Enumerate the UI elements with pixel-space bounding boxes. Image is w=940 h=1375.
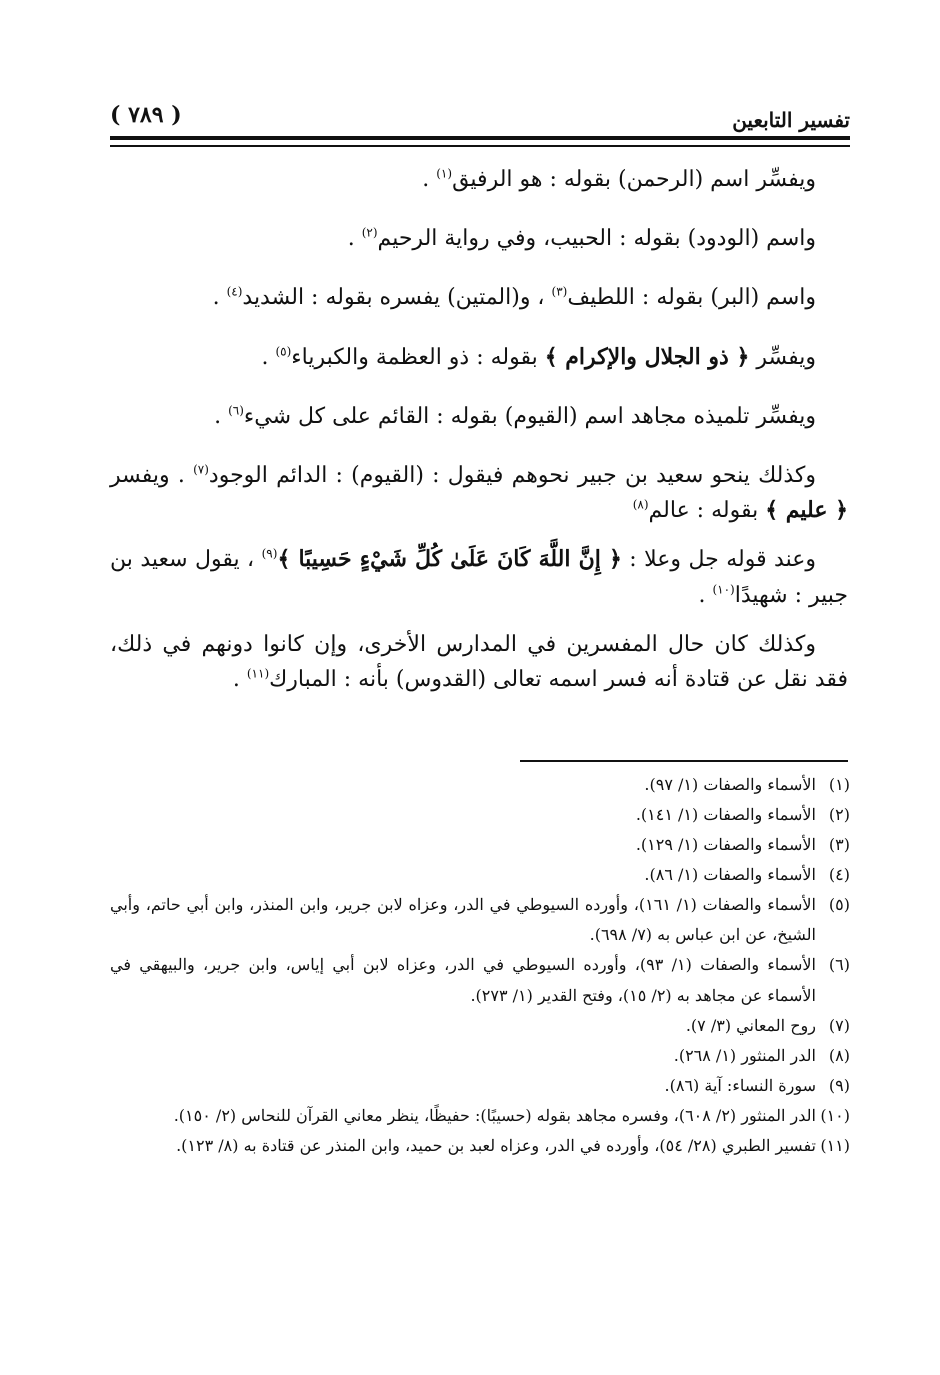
footnote-text: الدر المنثور (١/ ٢٦٨). [673,1045,816,1065]
paragraph-text: ، و(المتين) يفسره بقوله : الشديد [242,285,552,311]
footnote [110,1011,850,1041]
footnote [110,1071,850,1101]
running-title: تفسير التابعين [732,108,850,132]
paragraph-text: بقوله : عالم [648,498,766,524]
footnotes [110,770,850,1161]
paragraph-text: وكذلك كان حال المفسرين في المدارس الأخرى، وإن كانوا دونهم في ذلك، فقد نقل عن قتادة أنه فسر اسمه تعالى (القدوس) بأنه : المبارك [110,631,848,692]
paragraph-text: واسم (البر) بقوله : اللطيف [567,285,816,311]
footnote-number: (٤) [828,865,850,885]
footnote-number: (٨) [828,1045,850,1065]
footnote-separator [520,760,848,762]
paragraph-text: . [422,167,437,192]
footnote-ref: (١١) [246,666,270,681]
footnote-text: روح المعاني (٣/ ٧). [685,1015,816,1035]
paragraph [110,221,848,256]
footnote [110,800,850,830]
footnote-number: (٦) [828,955,850,975]
footnote-ref: (٢) [361,225,378,240]
footnote-text: الأسماء والصفات (١/ ٩٣)، وأورده السيوطي في الدر، وعزاه لابن أبي إياس، وابن جرير، والبيهقي في الأسماء عن مجاهد به (٢/ ١٥)، وفتح القدير (١/ ٢٧٣). [110,955,816,1005]
paragraph-text: . [232,666,247,692]
footnote-number: (٧) [828,1015,850,1035]
paragraph-text: . [214,403,229,429]
footnote [110,950,850,1010]
quran-quote: ﴿ ذو الجلال والإكرام ﴾ [544,343,750,370]
paragraph-text: . [212,285,227,311]
footnote-number: (٣) [828,835,850,855]
footnote [110,1131,850,1161]
paragraph [110,340,848,375]
paragraph [110,627,848,697]
paragraph-text: وعند قوله جل وعلا : [621,547,816,573]
header-rule-thick [110,136,850,140]
footnote-ref: (١٠) [712,582,735,597]
footnote-ref: (٣) [551,285,568,300]
footnote-number: (٢) [828,805,850,825]
footnote-ref: (٨) [632,497,649,512]
footnote [110,770,850,800]
footnote [110,860,850,890]
paragraph-text: ويفسِّر [749,344,816,370]
footnote-number: (٩) [828,1075,850,1095]
page-header [110,96,850,136]
footnote-number: (٥) [828,895,850,915]
footnote-text: الأسماء والصفات (١/ ١٤١). [635,805,816,825]
paragraph-text: . ويفسر [110,462,194,488]
footnote-ref: (١) [436,166,453,181]
paragraph-text: . [698,582,713,608]
paragraph [110,542,848,612]
footnote-ref: (٤) [226,285,243,300]
footnote [110,1101,850,1131]
footnote-ref: (٥) [275,344,292,359]
footnote-number: (١٠) [820,1105,850,1125]
paragraph-text: بقوله : ذو العظمة والكبرياء [291,344,545,370]
footnote-text: الأسماء والصفات (١/ ١٢٩). [635,835,816,855]
footnote-number: (١) [828,775,850,794]
footnote-text: الأسماء والصفات (١/ ١٦١)، وأورده السيوطي في الدر، وعزاه لابن جرير، وابن المنذر، وابن أبي حاتم، وأبي الشيخ، عن ابن عباس به (٧/ ٦٩٨). [110,895,816,945]
paragraph-text: ويفسِّر اسم (الرحمن) بقوله : هو الرفيق [452,167,816,192]
footnote-text: تفسير الطبري (٢٨/ ٥٤)، وأورده في الدر، وعزاه لعبد بن حميد، وابن المنذر عن قتادة به (٨/ ١٢٣). [176,1135,816,1155]
footnote [110,1041,850,1071]
footnote [110,890,850,950]
paragraph-text: . [261,344,276,370]
footnote-text: الدر المنثور (٢/ ٦٠٨)، وفسره مجاهد بقوله (حسيبًا): حفيظًا، ينظر معاني القرآن للنحاس (٢/ ١٥٠). [173,1105,816,1125]
footnote-number: (١١) [820,1135,850,1155]
footnote-ref: (٦) [228,403,244,418]
paragraph-text: . [347,226,362,252]
footnote-text: الأسماء والصفات (١/ ٨٦). [644,865,816,885]
footnote [110,830,850,860]
quran-quote: ﴿ عليم ﴾ [765,497,848,524]
header-rule-thin [110,145,850,147]
footnote-ref: (٧) [193,462,209,477]
paragraph-text: ويفسِّر تلميذه مجاهد اسم (القيوم) بقوله : القائم على كل شيء [243,403,816,429]
footnote-text: الأسماء والصفات (١/ ٩٧). [644,775,816,794]
paragraph [110,162,848,197]
footnote-ref: (٩) [261,546,278,561]
paragraph-text: ، يقول سعيد بن جبير : شهيدًا [110,547,848,608]
main-text [110,162,848,711]
paragraph [110,458,848,528]
paragraph [110,399,848,434]
page-number: ( ٧٨٩ ) [110,102,182,128]
paragraph-text: واسم (الودود) بقوله : الحبيب، وفي رواية الرحيم [377,226,816,252]
footnote-text: سورة النساء: آية (٨٦). [664,1075,816,1095]
paragraph-text: وكذلك ينحو سعيد بن جبير نحوهم فيقول : (القيوم) : الدائم الوجود [208,462,816,488]
quran-quote: ﴿ إِنَّ اللَّهَ كَانَ عَلَىٰ كُلِّ شَيْءٍ حَسِيبًا ﴾ [277,546,622,573]
paragraph [110,280,848,315]
